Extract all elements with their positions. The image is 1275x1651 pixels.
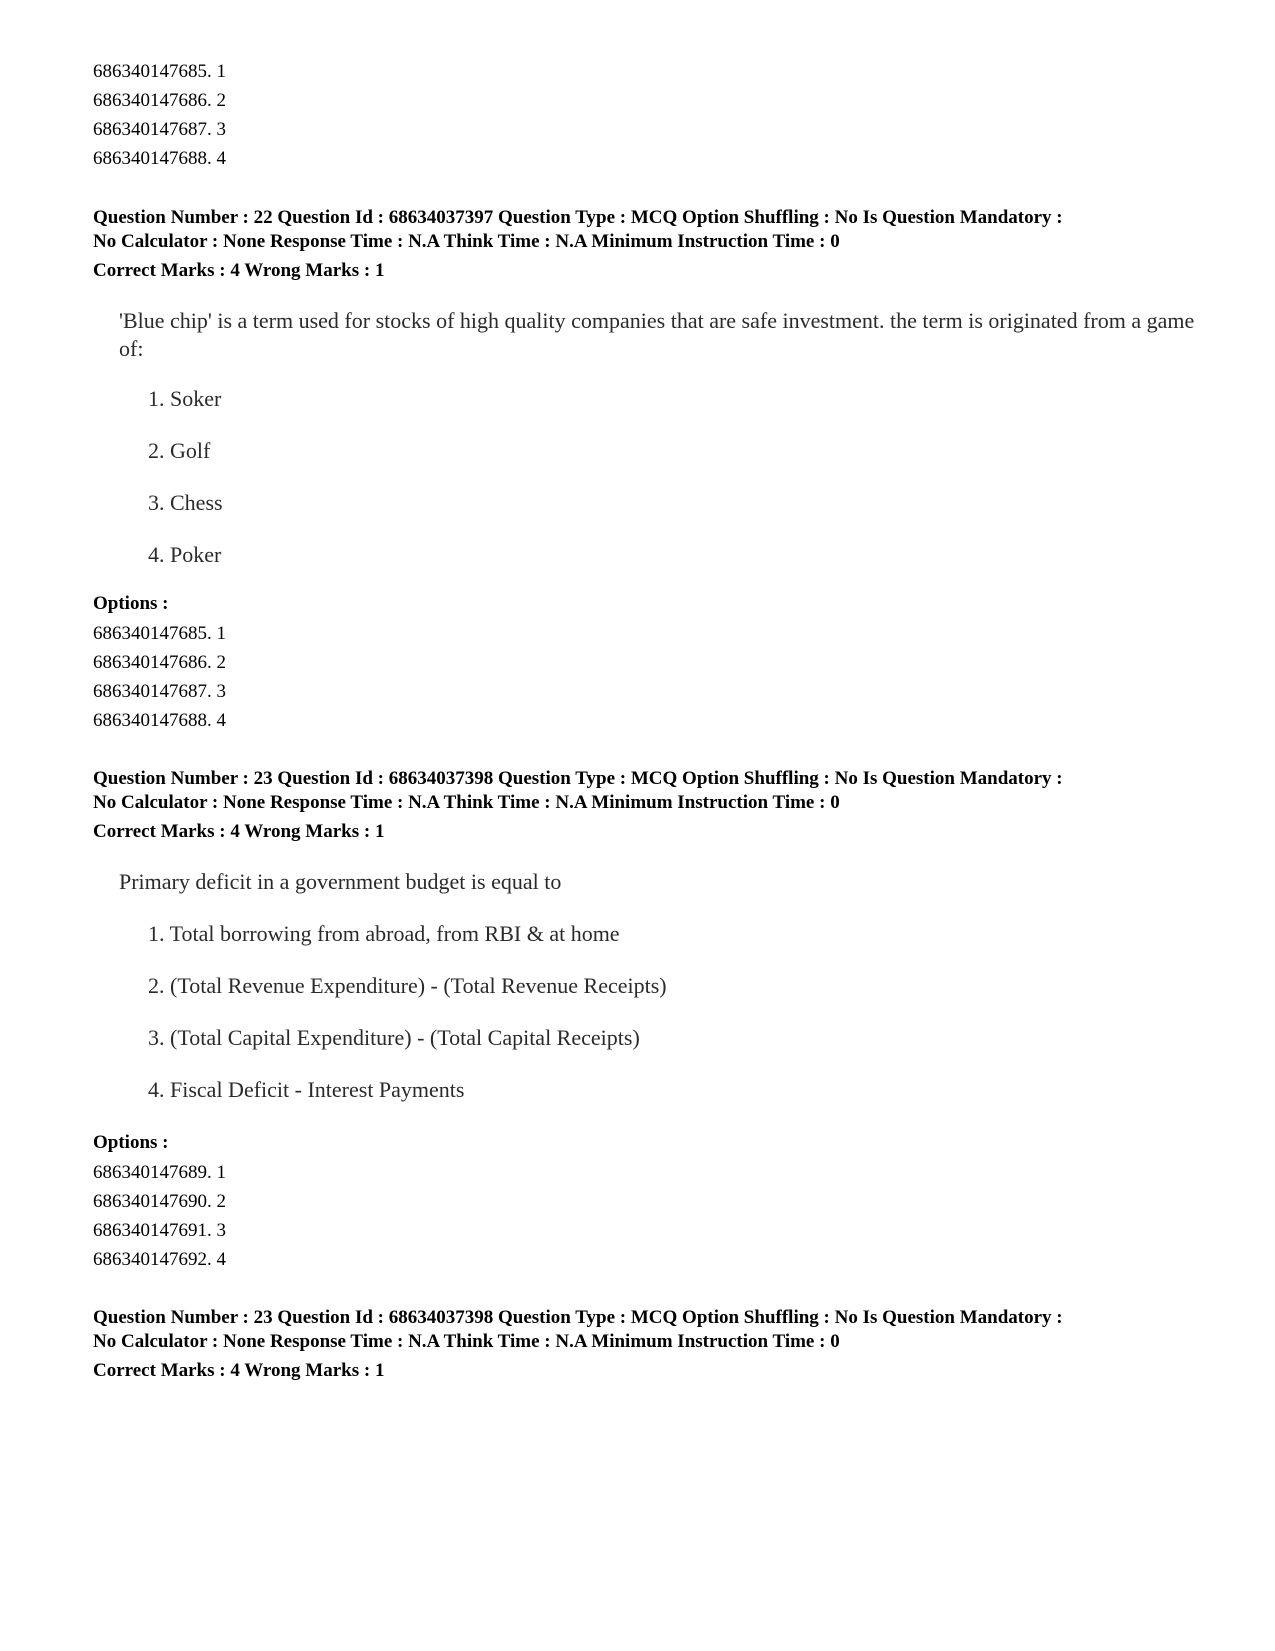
question-22-choice-1: 1. Soker: [148, 386, 222, 411]
option-line: 686340147686. 2: [93, 90, 226, 111]
option-line: 686340147690. 2: [93, 1191, 226, 1212]
option-line: 686340147685. 1: [93, 623, 226, 644]
question-23-choice-3: 3. (Total Capital Expenditure) - (Total Capital Receipts): [148, 1025, 640, 1050]
question-meta-line-2: No Calculator : None Response Time : N.A Think Time : N.A Minimum Instruction Time : 0: [93, 792, 840, 813]
option-line: 686340147687. 3: [93, 681, 226, 702]
question-meta-line-2: No Calculator : None Response Time : N.A Think Time : N.A Minimum Instruction Time : 0: [93, 231, 840, 252]
option-line: 686340147691. 3: [93, 1220, 226, 1241]
option-line: 686340147689. 1: [93, 1162, 226, 1183]
question-22-choice-3: 3. Chess: [148, 490, 223, 515]
question-meta-line-1: Question Number : 22 Question Id : 68634037397 Question Type : MCQ Option Shuffling : No Is Question Mandatory :: [93, 207, 1063, 228]
question-marks: Correct Marks : 4 Wrong Marks : 1: [93, 1360, 385, 1381]
question-23-choice-1: 1. Total borrowing from abroad, from RBI & at home: [148, 921, 620, 946]
question-marks: Correct Marks : 4 Wrong Marks : 1: [93, 260, 385, 281]
question-meta-line-1: Question Number : 23 Question Id : 68634037398 Question Type : MCQ Option Shuffling : No Is Question Mandatory :: [93, 768, 1063, 789]
question-23-repeat-header: [93, 1306, 1213, 1383]
question-22-text: 'Blue chip' is a term used for stocks of high quality companies that are safe investment. the term is originated from a game of:: [119, 308, 1195, 361]
previous-question-options: [93, 57, 226, 173]
question-meta-line-2: No Calculator : None Response Time : N.A Think Time : N.A Minimum Instruction Time : 0: [93, 1331, 840, 1352]
question-22-options: [93, 619, 226, 735]
question-22-choice-4: 4. Poker: [148, 542, 222, 567]
question-23-text: Primary deficit in a government budget is equal to: [119, 869, 562, 894]
option-line: 686340147692. 4: [93, 1249, 226, 1270]
question-22-choice-2: 2. Golf: [148, 438, 211, 463]
option-line: 686340147688. 4: [93, 148, 226, 169]
question-22-header: [93, 206, 1213, 283]
option-line: 686340147685. 1: [93, 61, 226, 82]
question-23-options: [93, 1158, 226, 1274]
option-line: 686340147686. 2: [93, 652, 226, 673]
question-23-header: [93, 767, 1213, 844]
option-line: 686340147688. 4: [93, 710, 226, 731]
question-23-choice-2: 2. (Total Revenue Expenditure) - (Total Revenue Receipts): [148, 973, 667, 998]
question-meta-line-1: Question Number : 23 Question Id : 68634037398 Question Type : MCQ Option Shuffling : No Is Question Mandatory :: [93, 1307, 1063, 1328]
option-line: 686340147687. 3: [93, 119, 226, 140]
question-22-options-label: Options :: [93, 593, 169, 614]
question-marks: Correct Marks : 4 Wrong Marks : 1: [93, 821, 385, 842]
question-23-options-label: Options :: [93, 1132, 169, 1153]
question-23-choice-4: 4. Fiscal Deficit - Interest Payments: [148, 1077, 465, 1102]
